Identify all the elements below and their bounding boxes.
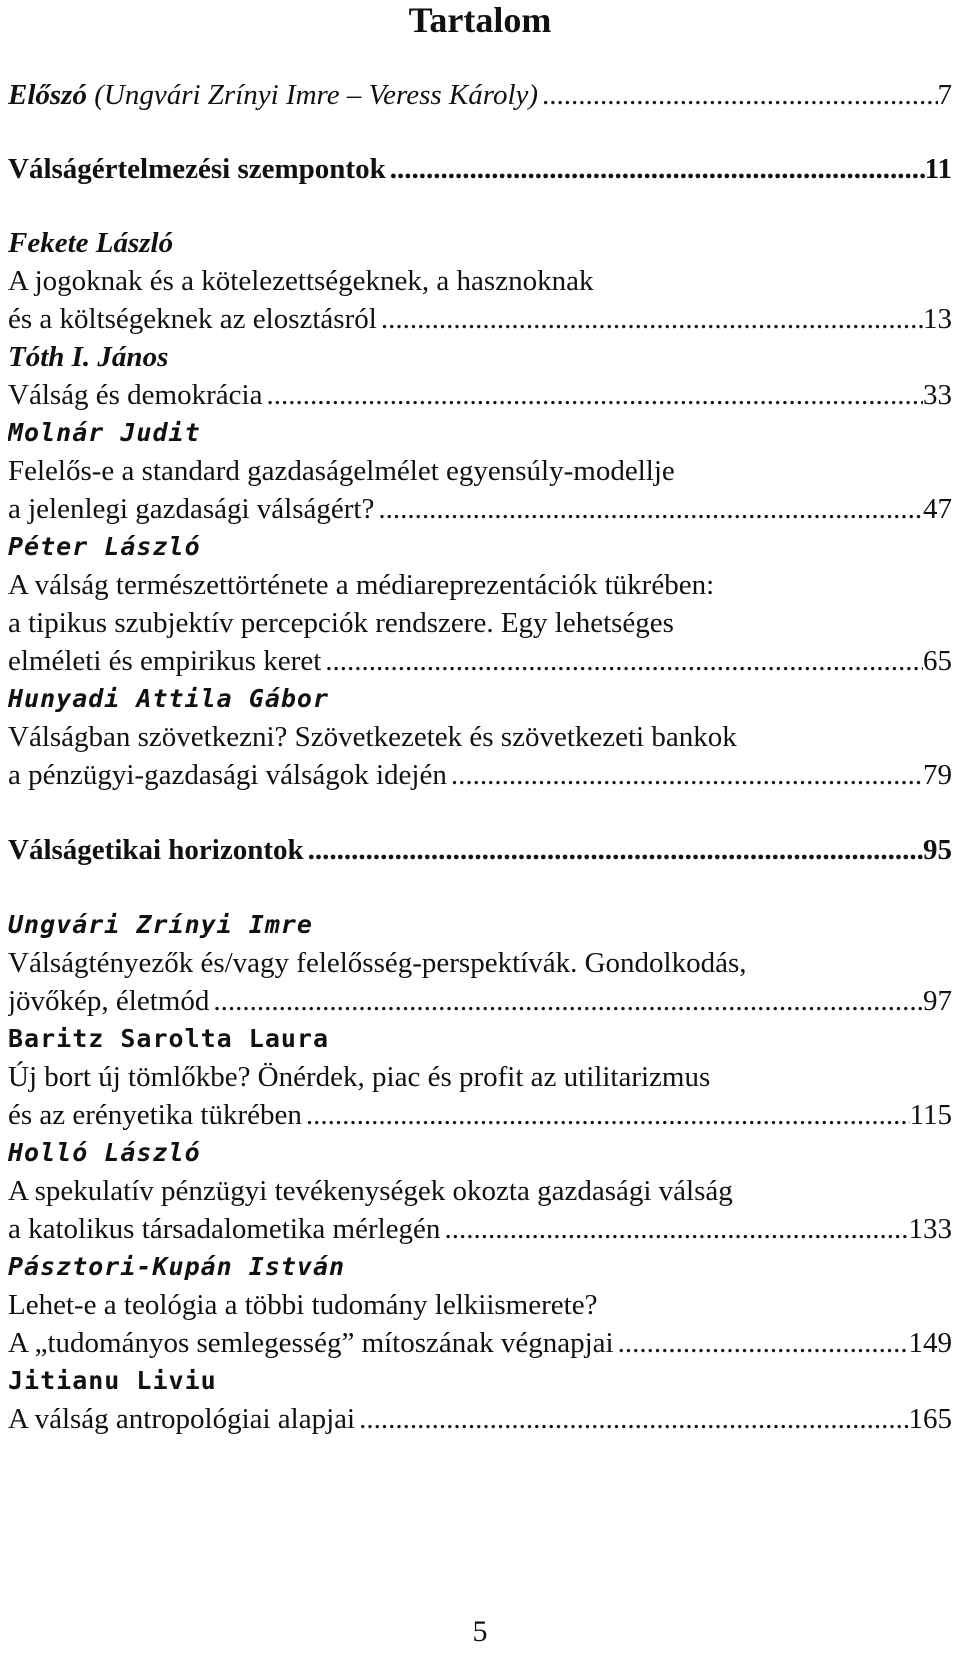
leader-dots (538, 76, 937, 114)
toc-entry-last-line: a pénzügyi-gazdasági válságok idején ..... 79 (8, 756, 952, 794)
page-ref: 115 (909, 1099, 952, 1131)
toc-entry-last-line: jövőkép, életmód ..... 97 (8, 982, 952, 1020)
toc-entry-last-line: és a költségeknek az elosztásról ..... 13 (8, 300, 952, 338)
leader-dots (377, 300, 923, 338)
page-ref: 165 (908, 1403, 952, 1435)
toc-entry-last-line: és az erényetika tükrében ..... 115 (8, 1096, 952, 1134)
leader-dots (302, 1096, 910, 1134)
page-ref: 13 (923, 303, 952, 335)
page-ref: 95 (923, 834, 952, 866)
toc-entry-author: Molnár Judit (8, 418, 201, 447)
toc-entry-author: Hunyadi Attila Gábor (8, 684, 330, 713)
page-ref: 149 (908, 1327, 952, 1359)
page-number: 5 (472, 1615, 488, 1648)
toc-entry-title: a tipikus szubjektív percepciók rendszere. Egy lehetséges (8, 607, 674, 639)
toc-entry-author: Jitianu Liviu (8, 1366, 217, 1395)
page-ref: 33 (923, 379, 952, 411)
leader-dots (355, 1400, 908, 1438)
preface-authors: (Ungvári Zrínyi Imre – Veress Károly) (94, 79, 539, 111)
page-ref: 65 (923, 645, 952, 677)
toc-section-heading (8, 831, 952, 869)
toc-entry-author: Baritz Sarolta Laura (8, 1024, 330, 1053)
leader-dots (262, 376, 923, 414)
toc-entry-title: Válságtényezők és/vagy felelősség-perspektívák. Gondolkodás, (8, 947, 747, 979)
leader-dots (304, 831, 923, 869)
preface-label: Előszó (8, 79, 87, 111)
section-title: Válságértelmezési szempontok (8, 153, 386, 185)
toc-entry-author: Péter László (8, 532, 201, 561)
toc-preface (8, 76, 952, 114)
toc-entry-last-line: a katolikus társadalometika mérlegén ..... 133 (8, 1210, 952, 1248)
toc-entry-title: Felelős-e a standard gazdaságelmélet egyensúly-modellje (8, 455, 675, 487)
leader-dots (614, 1324, 909, 1362)
leader-dots (386, 150, 925, 188)
toc-entry-title: Lehet-e a teológia a többi tudomány lelkiismerete? (8, 1289, 598, 1321)
toc-entry-last-line: elméleti és empirikus keret ..... 65 (8, 642, 952, 680)
toc-entry-author: Pásztori-Kupán István (8, 1252, 346, 1281)
toc-entry-last-line: A „tudományos semlegesség” mítoszának végnapjai ..... 149 (8, 1324, 952, 1362)
leader-dots (447, 756, 923, 794)
leader-dots (209, 982, 923, 1020)
page-ref: 11 (924, 153, 952, 185)
page-ref: 47 (923, 493, 952, 525)
toc-entry-last-line: Válság és demokrácia ..... 33 (8, 376, 952, 414)
page-ref: 7 (937, 79, 952, 111)
toc-entry-last-line: A válság antropológiai alapjai ..... 165 (8, 1400, 952, 1438)
toc-entry-author: Ungvári Zrínyi Imre (8, 910, 313, 939)
page-ref: 97 (923, 985, 952, 1017)
page-ref: 133 (908, 1213, 952, 1245)
leader-dots (321, 642, 923, 680)
toc-entry-title: A jogoknak és a kötelezettségeknek, a hasznoknak (8, 265, 594, 297)
page-ref: 79 (923, 759, 952, 791)
leader-dots (440, 1210, 908, 1248)
toc-section-heading (8, 150, 952, 188)
toc-entry-title: Új bort új tömlőkbe? Önérdek, piac és profit az utilitarizmus (8, 1061, 711, 1093)
toc-entry-author: Holló László (8, 1138, 201, 1167)
toc-entry-title: A válság természettörténete a médiareprezentációk tükrében: (8, 569, 715, 601)
toc-entry-title: Válságban szövetkezni? Szövetkezetek és szövetkezeti bankok (8, 721, 737, 753)
toc-entry-last-line: a jelenlegi gazdasági válságért? ..... 47 (8, 490, 952, 528)
section-title: Válságetikai horizontok (8, 834, 304, 866)
leader-dots (374, 490, 923, 528)
toc-entry-author: Fekete László (8, 227, 174, 259)
toc-entry-author: Tóth I. János (8, 341, 169, 373)
page-title: Tartalom (408, 0, 552, 40)
toc-entry-title: A spekulatív pénzügyi tevékenységek okozta gazdasági válság (8, 1175, 733, 1207)
